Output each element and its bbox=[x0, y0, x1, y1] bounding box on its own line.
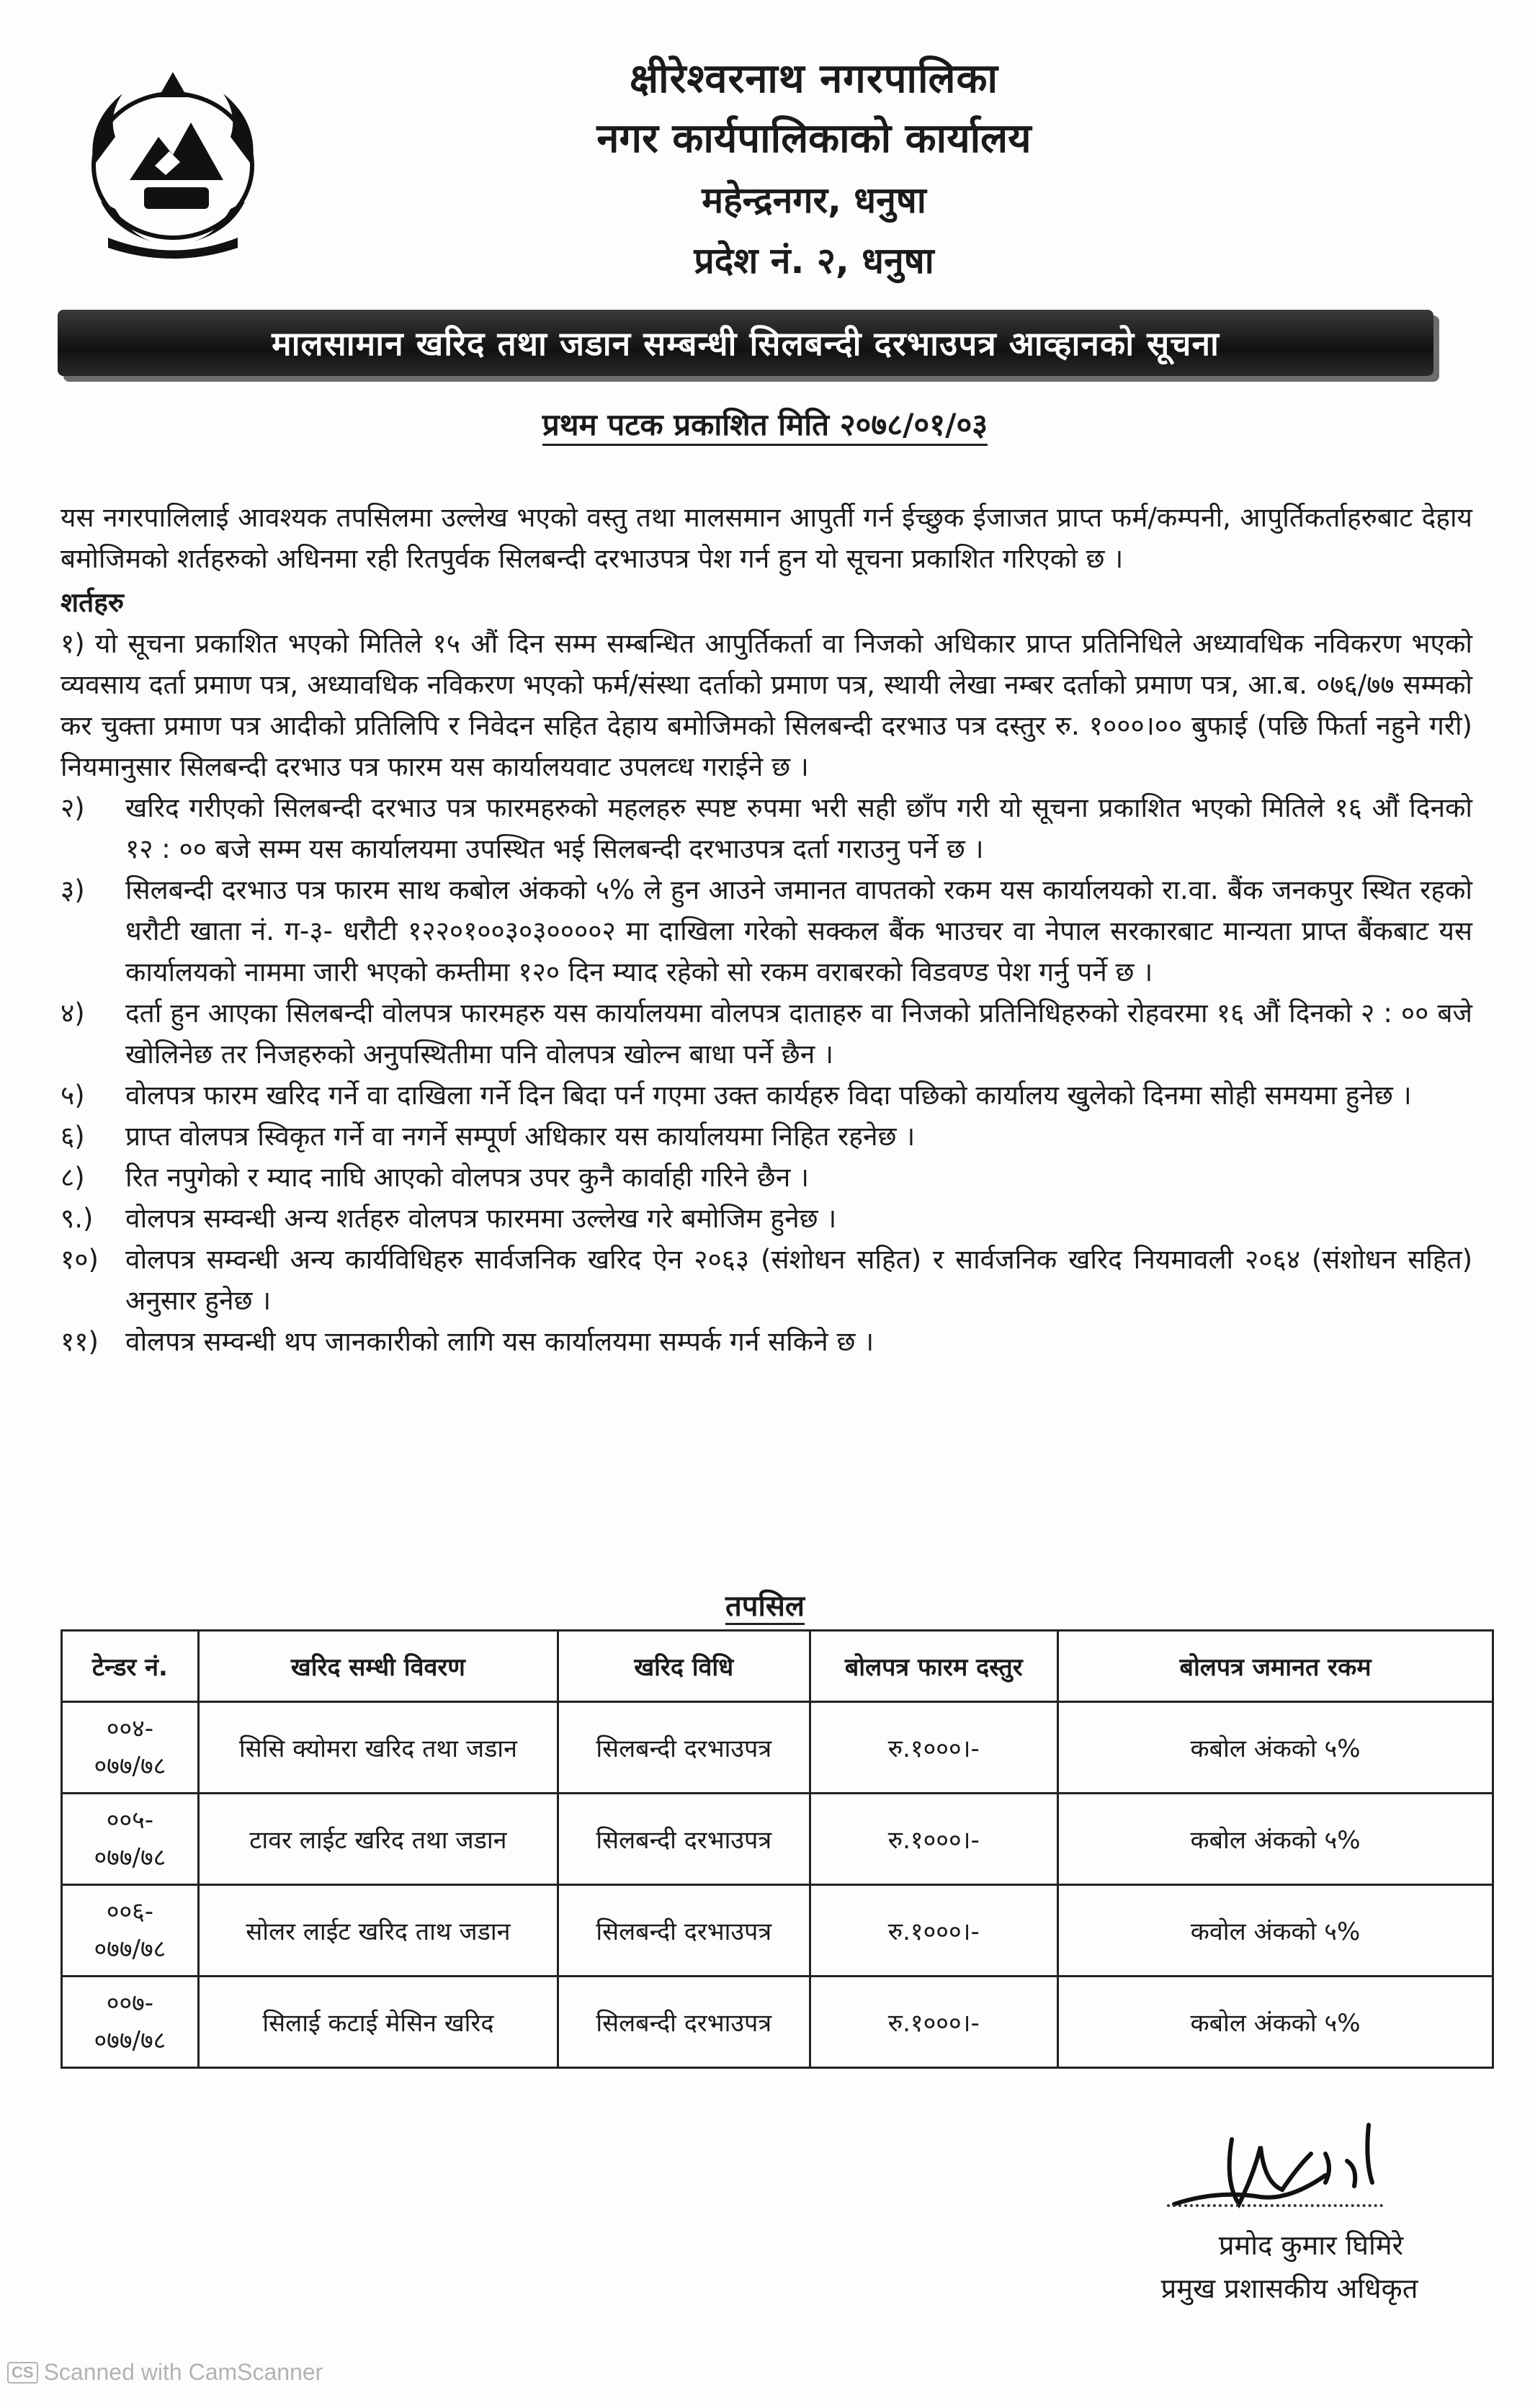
intro-paragraph: यस नगरपालिलाई आवश्यक तपसिलमा उल्लेख भएको वस्तु तथा मालसमान आपुर्ती गर्न ईच्छुक ईजाजत प्राप्त फर्म/कम्पनी, आपुर्तिकर्ताहरुबाट देहाय बमोजिमको शर्तहरुको अधिनमा रही रितपुर्वक सिलबन्दी दरभाउपत्र पेश गर्न हुन यो सूचना प्रकाशित गरिएको छ । bbox=[61, 502, 1472, 574]
table-header-row bbox=[62, 1631, 1493, 1702]
purchase-description: सोलर लाईट खरिद ताथ जडान bbox=[198, 1885, 558, 1977]
condition-item bbox=[61, 787, 1472, 869]
office-name: नगर कार्यपालिकाको कार्यालय bbox=[596, 115, 1032, 162]
header-description: खरिद सम्धी विवरण bbox=[198, 1631, 558, 1702]
header-form-fee: बोलपत्र फारम दस्तुर bbox=[810, 1631, 1058, 1702]
bid-deposit: कबोल अंकको ५% bbox=[1058, 1977, 1493, 2068]
purchase-description: सिलाई कटाई मेसिन खरिद bbox=[198, 1977, 558, 2068]
publication-date bbox=[0, 403, 1530, 444]
header-method: खरिद विधि bbox=[558, 1631, 810, 1702]
table-caption-text: तपसिल bbox=[725, 1590, 805, 1625]
condition-item bbox=[61, 1116, 1472, 1157]
office-address: महेन्द्रनगर, धनुषा bbox=[702, 179, 926, 221]
condition-text: वोलपत्र सम्वन्धी अन्य कार्यविधिहरु सार्वजनिक खरिद ऐन २०६३ (संशोधन सहित) र सार्वजनिक खरिद नियमावली २०६४ (संशोधन सहित) अनुसार हुनेछ । bbox=[125, 1244, 1472, 1316]
purchase-method: सिलबन्दी दरभाउपत्र bbox=[558, 1977, 810, 2068]
condition-text: रित नपुगेको र म्याद नाघि आएको वोलपत्र उपर कुनै कार्वाही गरिने छैन । bbox=[125, 1162, 810, 1193]
condition-text: दर्ता हुन आएका सिलबन्दी वोलपत्र फारमहरु यस कार्यालयमा वोलपत्र दाताहरु वा निजको प्रतिनिधिहरुको रोहवरमा १६ औं दिनको २ : ०० बजे खोलिनेछ तर निजहरुको अनुपस्थितीमा पनि वोलपत्र खोल्न बाधा पर्ने छैन । bbox=[125, 998, 1472, 1070]
condition-text: १) यो सूचना प्रकाशित भएको मितिले १५ औं दिन सम्म सम्बन्धित आपुर्तिकर्ता वा निजको अधिकार प्राप्त प्रतिनिधिले अध्यावधिक नविकरण भएको व्यवसाय दर्ता प्रमाण पत्र, अध्यावधिक नविकरण भएको फर्म/संस्था दर्ताको प्रमाण पत्र, स्थायी लेखा नम्बर दर्ताको प्रमाण पत्र, आ.ब. ०७६/७७ सम्मको कर चुक्ता प्रमाण पत्र आदीको प्रतिलिपि र निवेदन सहित देहाय बमोजिमको सिलबन्दी दरभाउ पत्र दस्तुर रु. १०००।०० बुफाई (पछि फिर्ता नहुने गरी) नियमानुसार सिलबन्दी दरभाउ पत्र फारम यस कार्यालयवाट उपलव्ध गराईने छ । bbox=[61, 628, 1472, 782]
condition-number: ९.) bbox=[61, 1203, 94, 1234]
conditions-heading: शर्तहरु bbox=[61, 587, 125, 618]
condition-number: २) bbox=[61, 792, 85, 823]
purchase-method: सिलबन्दी दरभाउपत्र bbox=[558, 1702, 810, 1794]
purchase-method: सिलबन्दी दरभाउपत्र bbox=[558, 1885, 810, 1977]
tender-number: ००६- ०७७/७८ bbox=[62, 1885, 199, 1977]
bid-deposit: कबोल अंकको ५% bbox=[1058, 1702, 1493, 1794]
condition-item bbox=[61, 1239, 1472, 1321]
table-row bbox=[62, 1794, 1493, 1885]
office-header bbox=[403, 50, 1225, 291]
bid-deposit: कबोल अंकको ५% bbox=[1058, 1794, 1493, 1885]
condition-item bbox=[61, 623, 1472, 787]
notice-title: मालसामान खरिद तथा जडान सम्बन्धी सिलबन्दी दरभाउपत्र आव्हानको सूचना bbox=[272, 324, 1220, 363]
condition-item bbox=[61, 869, 1472, 993]
notice-title-banner bbox=[58, 310, 1433, 376]
condition-item bbox=[61, 993, 1472, 1075]
form-fee: रु.१०००।- bbox=[810, 1794, 1058, 1885]
condition-text: वोलपत्र फारम खरिद गर्ने वा दाखिला गर्ने दिन बिदा पर्न गएमा उक्त कार्यहरु विदा पछिको कार्यालय खुलेको दिनमा सोही समयमा हुनेछ । bbox=[125, 1080, 1412, 1111]
form-fee: रु.१०००।- bbox=[810, 1885, 1058, 1977]
table-row bbox=[62, 1977, 1493, 2068]
signature-line bbox=[1167, 2204, 1383, 2207]
tender-number: ००५- ०७७/७८ bbox=[62, 1794, 199, 1885]
signatory-name: प्रमोद कुमार घिमिरे bbox=[1218, 2229, 1404, 2261]
condition-item bbox=[61, 1157, 1472, 1198]
watermark-text: Scanned with CamScanner bbox=[43, 2359, 323, 2385]
header-tender-no: टेन्डर नं. bbox=[62, 1631, 199, 1702]
municipality-name: क्षीरेश्वरनाथ नगरपालिका bbox=[629, 55, 999, 102]
camscanner-icon: CS bbox=[7, 2362, 38, 2384]
condition-number: ५) bbox=[61, 1080, 85, 1111]
table-caption bbox=[0, 1585, 1530, 1624]
handwritten-signature bbox=[1153, 2096, 1455, 2233]
condition-number: ६) bbox=[61, 1121, 85, 1152]
condition-item bbox=[61, 1321, 1472, 1362]
bid-deposit: कवोल अंकको ५% bbox=[1058, 1885, 1493, 1977]
table-row bbox=[62, 1702, 1493, 1794]
tender-number: ००४- ०७७/७८ bbox=[62, 1702, 199, 1794]
condition-text: सिलबन्दी दरभाउ पत्र फारम साथ कबोल अंकको ५% ले हुन आउने जमानत वापतको रकम यस कार्यालयको रा.वा. बैंक जनकपुर स्थित रहको धरौटी खाता नं. ग-३- धरौटी १२२०१००३०३००००२ मा दाखिला गरेको सक्कल बैंक भाउचर वा नेपाल सरकारबाट मान्यता प्राप्त बैंकबाट यस कार्यालयको नाममा जारी भएको कम्तीमा १२० दिन म्याद रहेको सो रकम वराबरको विडवण्ड पेश गर्नु पर्ने छ । bbox=[125, 874, 1472, 988]
nepal-emblem-icon bbox=[65, 58, 281, 259]
tender-number: ००७- ०७७/७८ bbox=[62, 1977, 199, 2068]
signatory-title: प्रमुख प्रशासकीय अधिकृत bbox=[1160, 2273, 1418, 2304]
table-row bbox=[62, 1885, 1493, 1977]
condition-text: खरिद गरीएको सिलबन्दी दरभाउ पत्र फारमहरुको महलहरु स्पष्ट रुपमा भरी सही छाँप गरी यो सूचना प्रकाशित भएको मितिले १६ औं दिनको १२ : ०० बजे सम्म यस कार्यालयमा उपस्थित भई सिलबन्दी दरभाउपत्र दर्ता गराउनु पर्ने छ । bbox=[125, 792, 1472, 864]
condition-text: प्राप्त वोलपत्र स्विकृत गर्ने वा नगर्ने सम्पूर्ण अधिकार यस कार्यालयमा निहित रहनेछ । bbox=[125, 1121, 916, 1152]
header-deposit: बोलपत्र जमानत रकम bbox=[1058, 1631, 1493, 1702]
tender-table bbox=[61, 1629, 1494, 2069]
condition-number: ३) bbox=[61, 874, 85, 905]
condition-item bbox=[61, 1075, 1472, 1116]
condition-item bbox=[61, 1198, 1472, 1239]
form-fee: रु.१०००।- bbox=[810, 1977, 1058, 2068]
publication-date-text: प्रथम पटक प्रकाशित मिति २०७८/०१/०३ bbox=[542, 407, 988, 446]
condition-number: ११) bbox=[61, 1326, 99, 1357]
condition-number: ८) bbox=[61, 1162, 85, 1193]
condition-number: १०) bbox=[61, 1244, 99, 1275]
purchase-description: सिसि क्योमरा खरिद तथा जडान bbox=[198, 1702, 558, 1794]
form-fee: रु.१०००।- bbox=[810, 1702, 1058, 1794]
notice-body bbox=[61, 497, 1472, 1362]
purchase-description: टावर लाईट खरिद तथा जडान bbox=[198, 1794, 558, 1885]
scanner-watermark bbox=[7, 2359, 323, 2386]
province-line: प्रदेश नं. २, धनुषा bbox=[694, 240, 934, 282]
condition-text: वोलपत्र सम्वन्धी अन्य शर्तहरु वोलपत्र फारममा उल्लेख गरे बमोजिम हुनेछ । bbox=[125, 1203, 837, 1234]
condition-text: वोलपत्र सम्वन्धी थप जानकारीको लागि यस कार्यालयमा सम्पर्क गर्न सकिने छ । bbox=[125, 1326, 874, 1357]
condition-number: ४) bbox=[61, 998, 85, 1029]
purchase-method: सिलबन्दी दरभाउपत्र bbox=[558, 1794, 810, 1885]
